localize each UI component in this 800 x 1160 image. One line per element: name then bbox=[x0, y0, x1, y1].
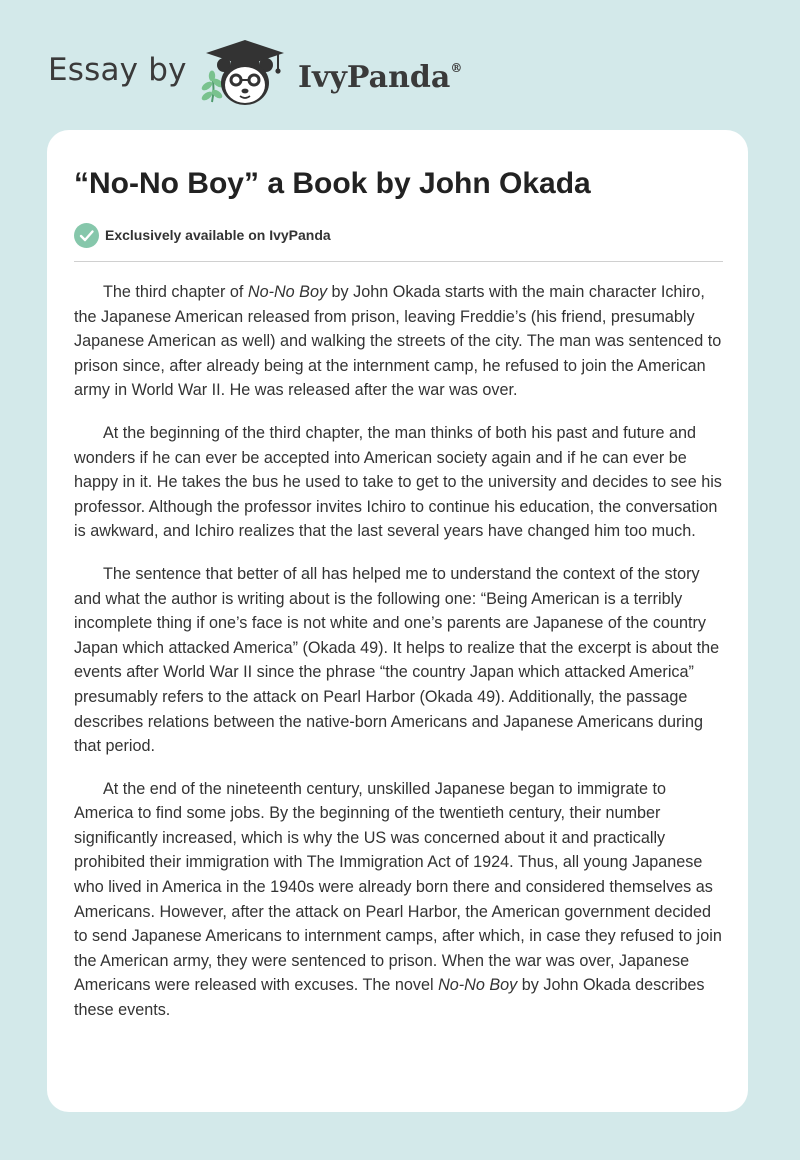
check-circle-icon bbox=[74, 223, 99, 248]
divider bbox=[74, 261, 723, 262]
badge-label: Exclusively available on IvyPanda bbox=[105, 227, 331, 243]
paragraph bbox=[74, 280, 726, 403]
page-title: “No-No Boy” a Book by John Okada bbox=[74, 167, 591, 200]
paragraph-text: by John Okada describes these events. bbox=[74, 976, 705, 1020]
registered-mark: ® bbox=[450, 61, 463, 75]
essay-by-label: Essay by bbox=[48, 52, 187, 88]
leaf-icon bbox=[200, 71, 225, 103]
paragraph-text: The third chapter of bbox=[103, 283, 248, 301]
panda-logo-icon[interactable] bbox=[198, 36, 294, 110]
brand-name[interactable] bbox=[298, 52, 462, 98]
paragraph-text: At the end of the nineteenth century, unskilled Japanese began to immigrate to America to find some jobs. By the beginning of the twentieth century, their number significantly increased, which is why the US was concerned about it and practically prohibited their immigration with The Immigration Act of 1924. Thus, all young Japanese who lived in America in the 1940s were already born there and considered themselves as Americans. However, after the attack on Pearl Harbor, the American government decided to send Japanese Americans to internment camps, after which, in case they refused to join the American army, they were sentenced to prison. When the war was over, Japanese Americans were released with excuses. The novel bbox=[74, 779, 722, 995]
paragraph: At the beginning of the third chapter, the man thinks of both his past and future and wonders if he can ever be accepted into American society again and if he can ever be happy in it. He takes the bus he used to take to get to the university and decides to see his professor. Although the professor invites Ichiro to continue his education, the conversation is awkward, and Ichiro realizes that the last several years have changed him too much. bbox=[74, 423, 722, 541]
paragraph: The sentence that better of all has helped me to understand the context of the story and what the author is writing about is the following one: “Being American is a terribly incomplete thing if one’s face is not white and one’s parents are Japanese of the country Japan which attacked America” (Okada 49). It helps to realize that the excerpt is about the events after World War II since the phrase “the country Japan which attacked America” presumably refers to the attack on Pearl Harbor (Okada 49). Additionally, the passage describes relations between the native-born Americans and Japanese Americans during that period. bbox=[74, 564, 720, 756]
site-header bbox=[0, 0, 800, 130]
essay-card bbox=[47, 130, 748, 1112]
book-title-italic: No-No Boy bbox=[247, 283, 328, 301]
exclusive-badge bbox=[74, 222, 331, 248]
book-title-italic: No-No Boy bbox=[438, 976, 518, 995]
brand-text: IvyPanda bbox=[298, 60, 451, 95]
paragraph bbox=[74, 777, 726, 1023]
paragraph-text: by John Okada starts with the main character Ichiro, the Japanese American released from prison, leaving Freddie’s (his friend, presumably Japanese American as well) and walking the streets of the city. The man was sentenced to prison since, after already being at the internment camp, he refused to join the American army in World War II. He was released after the war was over. bbox=[74, 283, 722, 400]
essay-body bbox=[74, 280, 726, 1041]
